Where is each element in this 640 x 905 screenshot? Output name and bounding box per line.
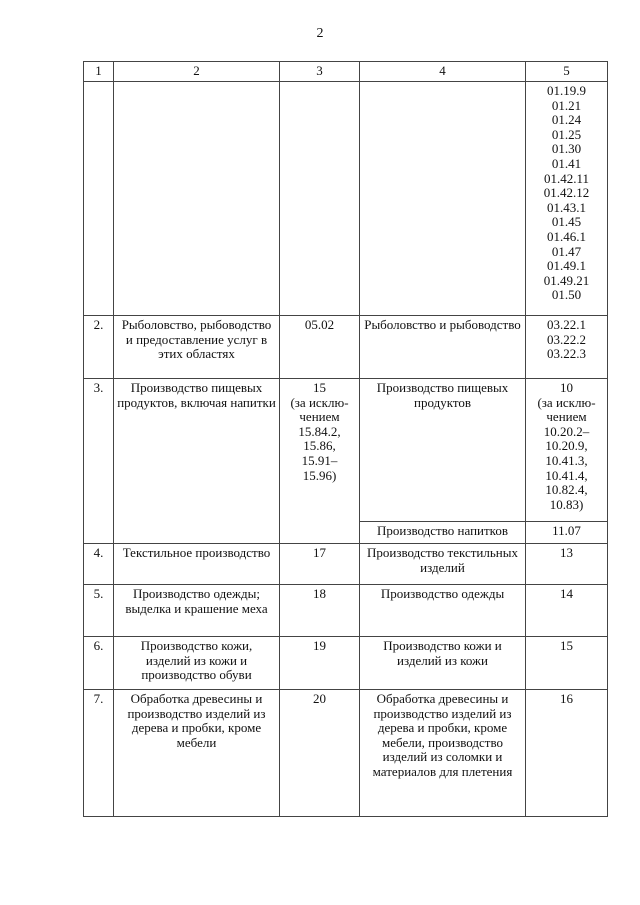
code-line: 01.42.11 xyxy=(543,170,590,186)
old-activity-cell: Производство кожи, изделий из кожи и производство обуви xyxy=(114,637,280,690)
code-line: 10.82.4, xyxy=(545,482,588,498)
new-codes-cell xyxy=(526,82,608,316)
code-line: 01.21 xyxy=(551,97,582,113)
new-code-cell: 14 xyxy=(526,585,608,637)
code-line: 03.22.1 xyxy=(547,317,586,332)
code-line: 01.49.1 xyxy=(547,258,586,274)
new-codes-cell xyxy=(526,379,608,522)
code-line: 10.41.3, xyxy=(545,452,588,468)
old-activity-cell: Обработка древесины и производство изделий из дерева и пробки, кроме мебели xyxy=(114,690,280,817)
code-line: 01.25 xyxy=(551,126,582,142)
table-header-row xyxy=(84,62,608,82)
new-activity-cell: Производство пищевых продуктов xyxy=(360,379,526,522)
new-activity-cell: Производство одежды xyxy=(360,585,526,637)
new-activity-cell: Производство напитков xyxy=(360,522,526,544)
code-line: чением xyxy=(546,409,587,425)
code-line: 10.20.9, xyxy=(545,438,588,454)
table-row xyxy=(84,379,608,522)
header-cell: 4 xyxy=(360,62,526,82)
code-line: 01.47 xyxy=(551,243,582,259)
new-code-cell: 11.07 xyxy=(526,522,608,544)
old-code-cell: 19 xyxy=(280,637,360,690)
code-line: 15.84.2, xyxy=(298,423,341,439)
code-line: 15.86, xyxy=(303,438,336,454)
old-code-cell: 05.02 xyxy=(280,316,360,379)
code-line: 15.96) xyxy=(302,467,337,483)
new-codes-cell xyxy=(526,316,608,379)
row-number-cell: 6. xyxy=(84,637,114,690)
code-line: 01.49.21 xyxy=(543,272,590,288)
new-code-cell: 13 xyxy=(526,544,608,585)
code-line: 01.41 xyxy=(551,155,582,171)
code-line: 03.22.2 xyxy=(547,331,586,347)
code-line: 10 xyxy=(560,380,573,395)
code-line: 01.24 xyxy=(551,112,582,128)
new-code-cell: 15 xyxy=(526,637,608,690)
code-line: 03.22.3 xyxy=(547,346,586,362)
code-line: 10.41.4, xyxy=(545,467,588,483)
row-number-cell xyxy=(84,82,114,316)
header-cell: 5 xyxy=(526,62,608,82)
header-cell: 1 xyxy=(84,62,114,82)
code-line: 01.43.1 xyxy=(547,199,586,215)
old-code-cell xyxy=(280,379,360,544)
old-code-cell: 20 xyxy=(280,690,360,817)
table-row xyxy=(84,316,608,379)
table-row-continuation xyxy=(84,82,608,316)
table-row xyxy=(84,585,608,637)
new-activity-cell: Обработка древесины и производство изделий из дерева и пробки, кроме мебели, производство изделий из соломки и материалов для плетения xyxy=(360,690,526,817)
page-number: 2 xyxy=(316,26,324,41)
row-number-cell: 3. xyxy=(84,379,114,544)
code-line: 01.30 xyxy=(551,141,582,157)
code-line: 15 xyxy=(313,380,326,395)
row-number-cell: 4. xyxy=(84,544,114,585)
code-line: 10.20.2– xyxy=(543,423,590,439)
code-line: чением xyxy=(299,409,340,425)
new-activity-cell: Производство текстильных изделий xyxy=(360,544,526,585)
row-number-cell: 7. xyxy=(84,690,114,817)
code-line: 01.46.1 xyxy=(547,228,586,244)
new-activity-cell xyxy=(360,82,526,316)
table-row xyxy=(84,690,608,817)
code-line: 01.50 xyxy=(551,287,582,303)
code-line: (за исклю- xyxy=(290,394,349,410)
old-activity-cell: Производство одежды; выделка и крашение меха xyxy=(114,585,280,637)
old-activity-cell: Текстильное производство xyxy=(114,544,280,585)
code-line: 01.42.12 xyxy=(543,185,590,201)
old-code-cell xyxy=(280,82,360,316)
code-line: 10.83) xyxy=(549,496,584,512)
old-code-cell: 17 xyxy=(280,544,360,585)
new-code-cell: 16 xyxy=(526,690,608,817)
code-line: 15.91– xyxy=(301,452,338,468)
old-activity-cell xyxy=(114,82,280,316)
old-activity-cell: Производство пищевых продуктов, включая напитки xyxy=(114,379,280,544)
old-code-cell: 18 xyxy=(280,585,360,637)
header-cell: 2 xyxy=(114,62,280,82)
code-line: (за исклю- xyxy=(537,394,596,410)
row-number-cell: 5. xyxy=(84,585,114,637)
table-row xyxy=(84,637,608,690)
new-activity-cell: Рыболовство и рыбоводство xyxy=(360,316,526,379)
row-number-cell: 2. xyxy=(84,316,114,379)
classification-table xyxy=(83,61,608,817)
code-line: 01.45 xyxy=(551,214,582,230)
old-activity-cell: Рыболовство, рыбоводство и предоставление услуг в этих областях xyxy=(114,316,280,379)
table-row xyxy=(84,544,608,585)
code-line: 01.19.9 xyxy=(547,83,586,98)
new-activity-cell: Производство кожи и изделий из кожи xyxy=(360,637,526,690)
header-cell: 3 xyxy=(280,62,360,82)
